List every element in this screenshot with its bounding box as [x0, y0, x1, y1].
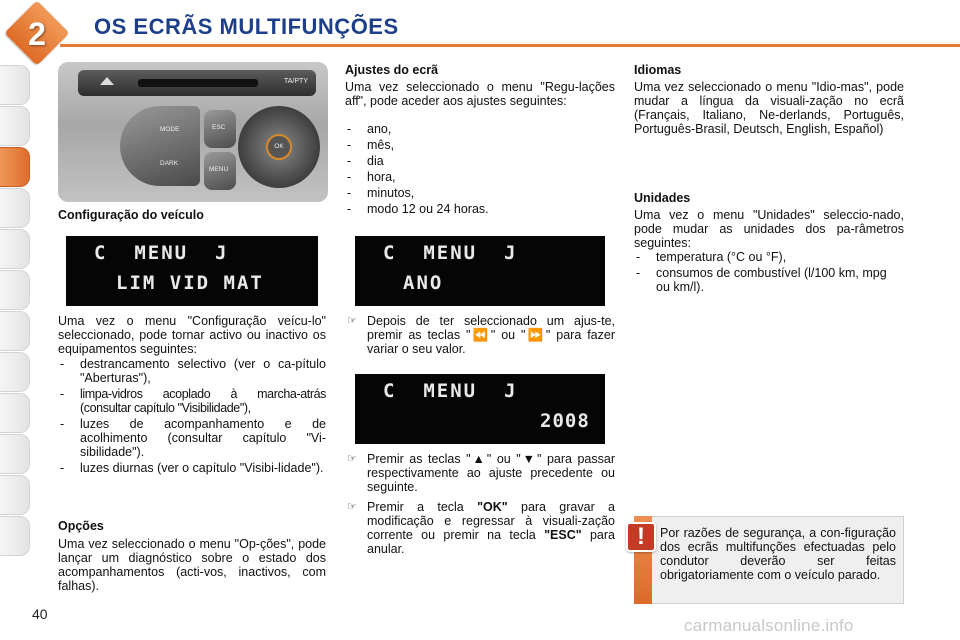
instruction-text-a: Premir a tecla [367, 500, 478, 514]
list-item: - luzes de acompanhamento e de acolhimento (consultar capítulo "Vi-sibilidade"). [58, 417, 326, 459]
pointing-hand-icon: ☞ [347, 315, 357, 327]
lcd-line-1: C MENU J [383, 242, 518, 264]
display-settings-intro: Uma vez seleccionado o menu "Regu-lações aff", pode aceder aos ajustes seguintes: [345, 80, 615, 108]
pointing-hand-icon: ☞ [347, 501, 357, 513]
mode-dark-buttons [120, 106, 200, 186]
watermark: carmanualsonline.info [684, 616, 854, 635]
instruction-text-b: para gravar a modificação e regressar à visuali-zação corrente ou premir na tecla [367, 500, 615, 542]
display-settings-heading: Ajustes do ecrã [345, 63, 439, 77]
units-text: Uma vez o menu "Unidades" seleccio-nado, pode mudar as unidades dos pa-râmetros seguintes: [634, 208, 904, 250]
lcd-line-1: C MENU J [383, 380, 518, 402]
instruction-item [345, 314, 615, 356]
vehicle-config-intro: Uma vez o menu "Configuração veícu-lo" seleccionado, pode tornar activo ou inactivo os equipamentos seguintes: [58, 314, 326, 356]
ta-pty-label: TA/PTY [284, 78, 308, 85]
warning-text: Por razões de segurança, a con-figuração dos ecrãs multifunções efectuadas pelo condutor deverão ser feitas obrigatoriamente com o veículo parado. [660, 526, 896, 582]
directional-pad [238, 106, 320, 188]
list-item: - mês, [345, 138, 615, 152]
list-item: - dia [345, 154, 615, 168]
display-settings-list [345, 122, 615, 218]
mode-label: MODE [160, 126, 180, 133]
ok-button-image: OK [266, 134, 292, 160]
options-heading: Opções [58, 519, 104, 533]
lcd-year-value [355, 374, 605, 444]
options-text: Uma vez seleccionado o menu "Op-ções", pode lançar um diagnóstico sobre o estado dos acompanhamentos (acti-vos, inactivos, com falhas). [58, 537, 326, 593]
warning-icon: ! [626, 522, 656, 552]
lcd-year [355, 236, 605, 306]
vehicle-config-heading: Configuração do veículo [58, 208, 204, 222]
languages-text: Uma vez seleccionado o menu "Idio-mas", pode mudar a língua da visuali-zação no ecrã (Français, Italiano, Ne-derlands, Português, Português-Brasil, Deutsch, English, Español) [634, 80, 904, 136]
chapter-tab[interactable] [0, 352, 30, 392]
list-item: - modo 12 ou 24 horas. [345, 202, 615, 216]
esc-label: ESC [212, 124, 226, 131]
cd-slot-bar [78, 70, 316, 96]
adjust-instructions-2 [345, 452, 615, 562]
units-list [634, 250, 904, 296]
list-item: - hora, [345, 170, 615, 184]
chapter-tab[interactable] [0, 516, 30, 556]
chapter-tab[interactable] [0, 434, 30, 474]
instruction-item [345, 500, 615, 556]
dark-label: DARK [160, 160, 179, 167]
chapter-tab[interactable] [0, 229, 30, 269]
chapter-tab[interactable] [0, 311, 30, 351]
pointing-hand-icon: ☞ [347, 453, 357, 465]
chapter-tab[interactable] [0, 188, 30, 228]
header-divider [60, 44, 960, 47]
lcd-line-1: C MENU J [94, 242, 229, 264]
instruction-text: Premir as teclas "▲" ou "▼" para passar respectivamente ao ajuste precedente ou seguinte. [367, 452, 615, 494]
esc-button-image [204, 110, 236, 148]
units-heading: Unidades [634, 191, 691, 205]
vehicle-config-list [58, 357, 326, 477]
list-item: - temperatura (°C ou °F), [634, 250, 904, 264]
esc-key-label: "ESC" [544, 528, 582, 542]
list-item: - minutos, [345, 186, 615, 200]
menu-button-image [204, 152, 236, 190]
chapter-tab[interactable] [0, 475, 30, 515]
menu-label: MENU [209, 166, 229, 173]
instruction-item [345, 452, 615, 494]
chapter-tab[interactable] [0, 270, 30, 310]
page-number: 40 [32, 606, 48, 622]
chapter-tab[interactable] [0, 393, 30, 433]
instruction-text-c: para anular. [367, 528, 615, 556]
lcd-vehicle-config [66, 236, 318, 306]
control-panel-image [58, 62, 328, 202]
languages-heading: Idiomas [634, 63, 682, 77]
list-item: - limpa-vidros acoplado à marcha-atrás (consultar capítulo "Visibilidade"), [58, 387, 326, 415]
instruction-text: Depois de ter seleccionado um ajus-te, premir as teclas "⏪" ou "⏩" para fazer variar o seu valor. [367, 314, 615, 356]
chapter-number: 2 [28, 16, 46, 52]
ok-key-label: "OK" [477, 500, 508, 514]
adjust-instructions-1 [345, 314, 615, 362]
page-title: OS ECRÃS MULTIFUNÇÕES [94, 14, 399, 39]
lcd-line-2: LIM VID MAT [116, 272, 264, 294]
chapter-tab[interactable] [0, 106, 30, 146]
page-header [0, 0, 960, 50]
chapter-tab-active[interactable] [0, 147, 30, 187]
chapter-tab[interactable] [0, 65, 30, 105]
lcd-line-2: ANO [403, 272, 444, 294]
cd-slot [138, 79, 258, 87]
list-item: - luzes diurnas (ver o capítulo "Visibi-lidade"). [58, 461, 326, 475]
chapter-tabs [0, 65, 34, 557]
list-item: - consumos de combustível (l/100 km, mpg ou km/l). [634, 266, 904, 294]
eject-icon [100, 77, 114, 85]
list-item: - destrancamento selectivo (ver o ca-pítulo "Aberturas"), [58, 357, 326, 385]
list-item: - ano, [345, 122, 615, 136]
lcd-line-2: 2008 [540, 410, 590, 432]
